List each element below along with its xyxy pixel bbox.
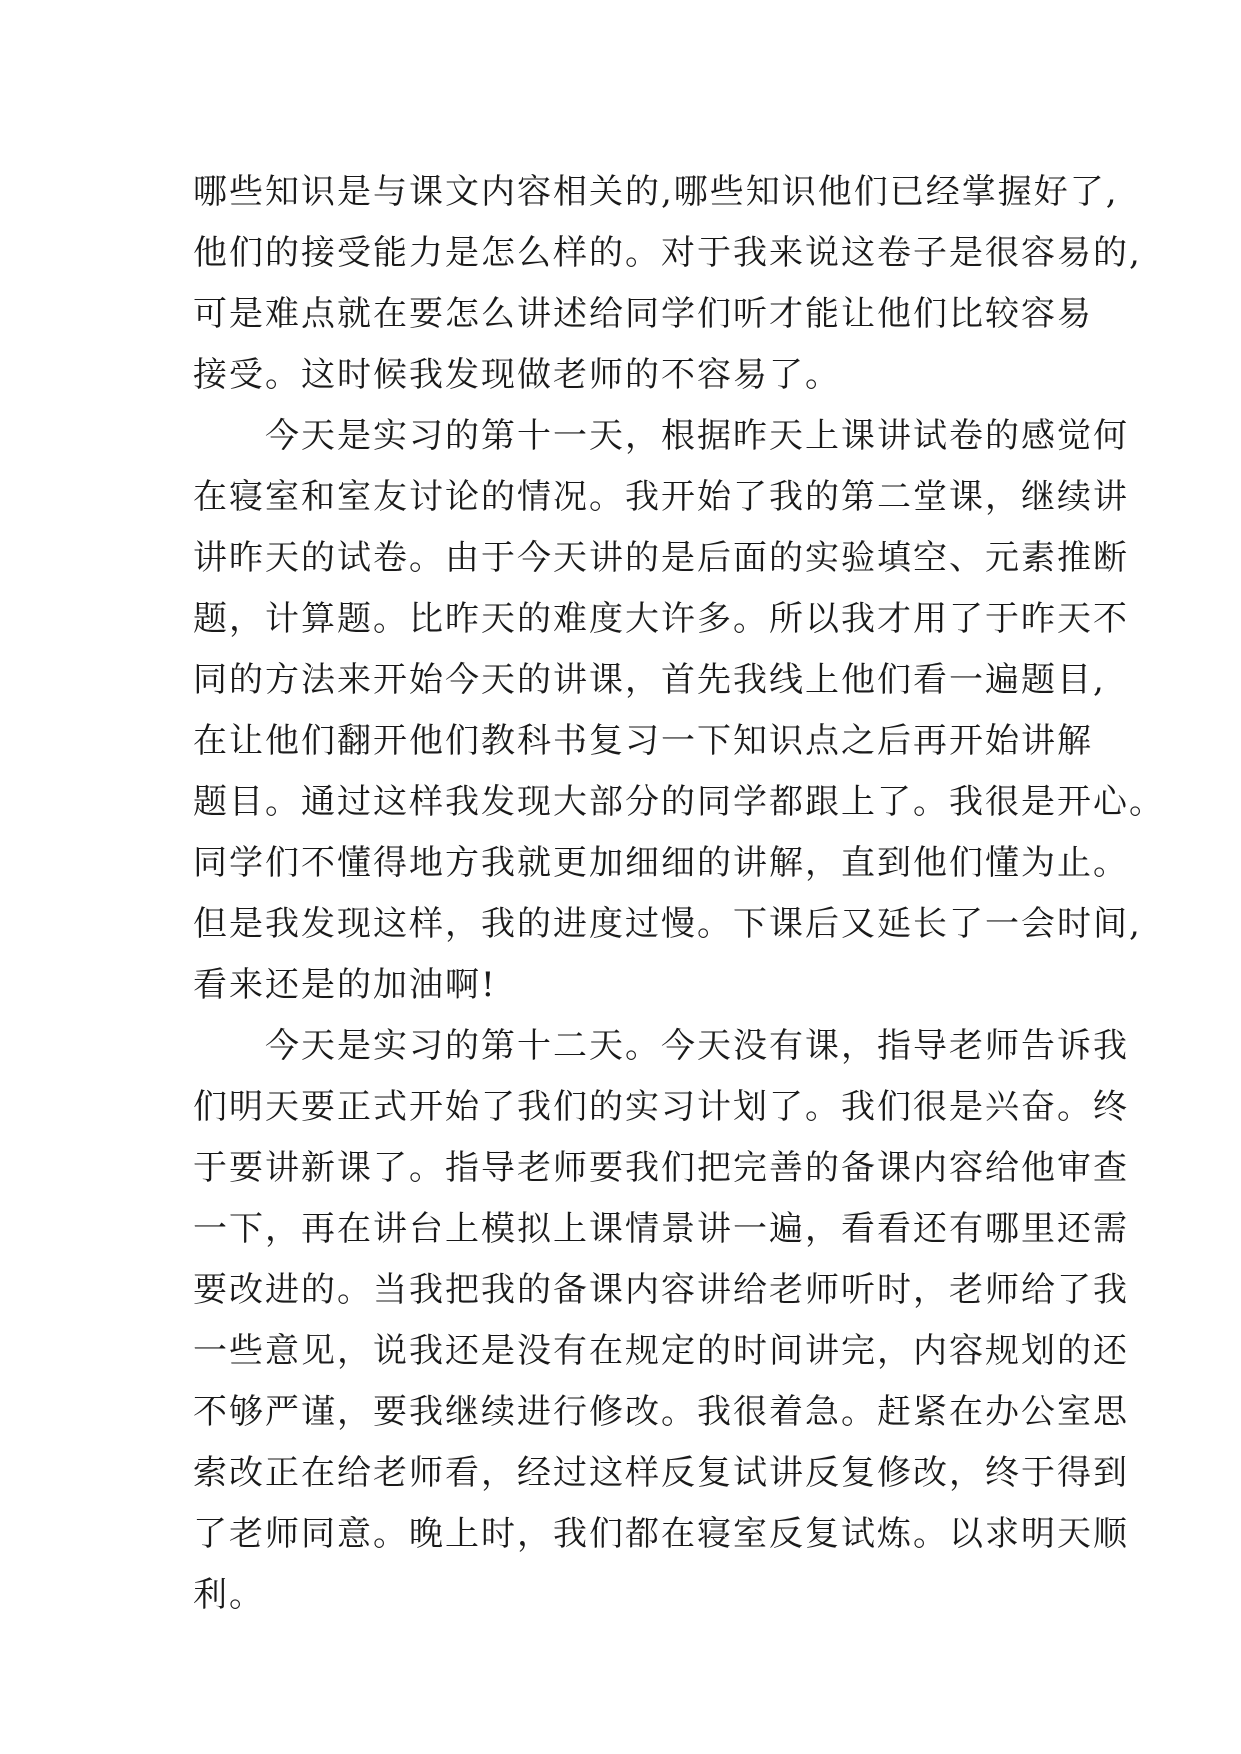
- text-line: 今天是实习的第十一天，根据昨天上课讲试卷的感觉何: [193, 416, 1129, 456]
- text-line: 不够严谨，要我继续进行修改。我很着急。赶紧在办公室思: [193, 1392, 1129, 1432]
- text-line: 们明天要正式开始了我们的实习计划了。我们很是兴奋。终: [193, 1087, 1129, 1127]
- text-line: 可是难点就在要怎么讲述给同学们听才能让他们比较容易: [193, 294, 1093, 334]
- text-line: 在让他们翻开他们教科书复习一下知识点之后再开始讲解: [193, 721, 1093, 761]
- body-text: [193, 162, 1165, 1626]
- text-line: 了老师同意。晚上时，我们都在寝室反复试炼。以求明天顺: [193, 1514, 1129, 1554]
- text-line: 题，计算题。比昨天的难度大许多。所以我才用了于昨天不: [193, 599, 1129, 639]
- text-line: 看来还是的加油啊!: [193, 965, 497, 1005]
- text-line: 一下，再在讲台上模拟上课情景讲一遍，看看还有哪里还需: [193, 1209, 1129, 1249]
- text-line: 他们的接受能力是怎么样的。对于我来说这卷子是很容易的,: [193, 233, 1142, 273]
- text-line: 同学们不懂得地方我就更加细细的讲解，直到他们懂为止。: [193, 843, 1129, 883]
- text-line: 哪些知识是与课文内容相关的,哪些知识他们已经掌握好了,: [193, 172, 1119, 212]
- text-line: 但是我发现这样，我的进度过慢。下课后又延长了一会时间,: [193, 904, 1142, 944]
- text-line: 题目。通过这样我发现大部分的同学都跟上了。我很是开心。: [193, 782, 1165, 822]
- text-line: 于要讲新课了。指导老师要我们把完善的备课内容给他审查: [193, 1148, 1129, 1188]
- text-line: 讲昨天的试卷。由于今天讲的是后面的实验填空、元素推断: [193, 538, 1129, 578]
- text-line: 今天是实习的第十二天。今天没有课，指导老师告诉我: [193, 1026, 1129, 1066]
- text-line: 接受。这时候我发现做老师的不容易了。: [193, 355, 841, 395]
- text-line: 一些意见，说我还是没有在规定的时间讲完，内容规划的还: [193, 1331, 1129, 1371]
- text-line: 索改正在给老师看，经过这样反复试讲反复修改，终于得到: [193, 1453, 1129, 1493]
- text-line: 在寝室和室友讨论的情况。我开始了我的第二堂课，继续讲: [193, 477, 1129, 517]
- text-line: 要改进的。当我把我的备课内容讲给老师听时，老师给了我: [193, 1270, 1129, 1310]
- text-line: 利。: [193, 1575, 265, 1615]
- text-line: 同的方法来开始今天的讲课，首先我线上他们看一遍题目,: [193, 660, 1106, 700]
